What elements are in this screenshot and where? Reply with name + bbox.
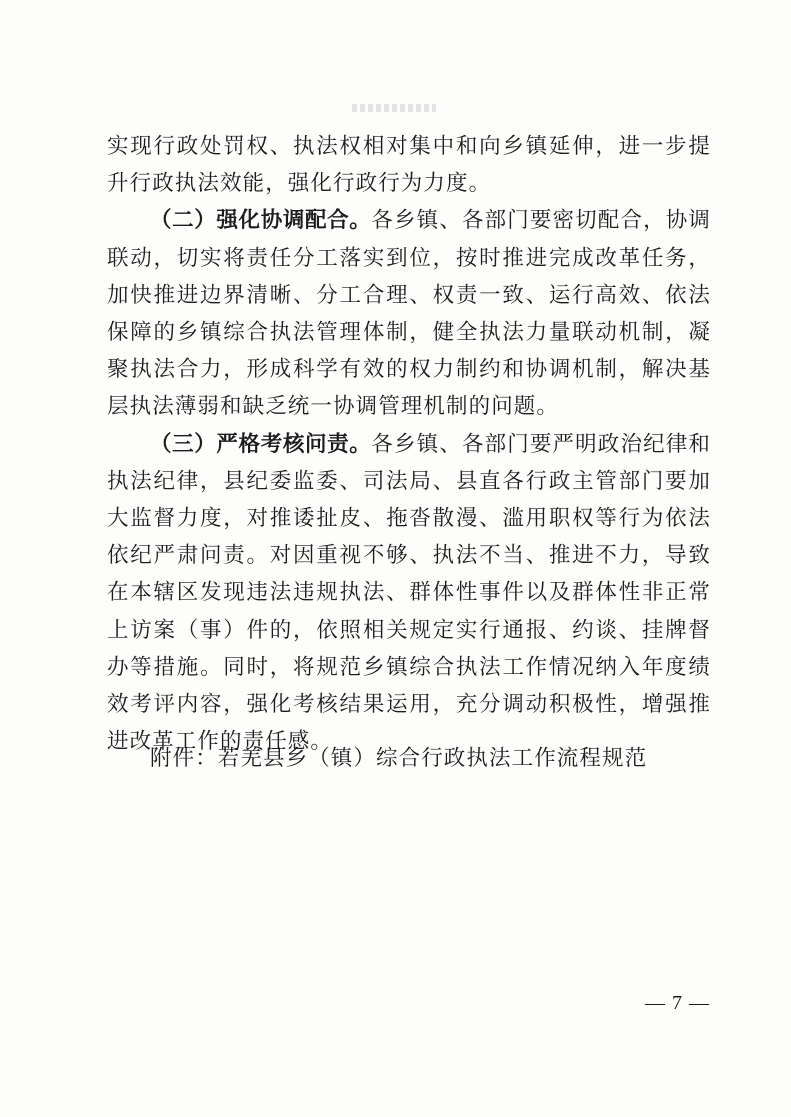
header-seal-mark xyxy=(352,104,436,112)
attachment-line: 附件：若羌县乡（镇）综合行政执法工作流程规范 xyxy=(150,746,648,771)
paragraph-accountability xyxy=(107,426,711,761)
paragraph-body: 各乡镇、各部门要严明政治纪律和执法纪律，县纪委监委、司法局、县直各行政主管部门要加大监督力度，对推诿扯皮、拖沓散漫、滥用职权等行为依法依纪严肃问责。对因重视不够、执法不当、推进不力，导致在本辖区发现违法违规执法、群体性事件以及群体性非正常上访案（事）件的，依照相关规定实行通报、约谈、挂牌督办等措施。同时，将规范乡镇综合执法工作情况纳入年度绩效考评内容，强化考核结果运用，充分调动积极性，增强推进改革工作的责任感。 xyxy=(107,431,711,755)
paragraph-continued xyxy=(107,128,711,202)
section-heading-accountability: （三）严格考核问责。 xyxy=(150,431,372,457)
paragraph-coordination xyxy=(107,202,711,425)
paragraph-body: 实现行政处罚权、执法权相对集中和向乡镇延伸，进一步提升行政执法效能，强化行政行为力度。 xyxy=(107,134,711,197)
paragraph-body: 各乡镇、各部门要密切配合，协调联动，切实将责任分工落实到位，按时推进完成改革任务，加快推进边界清晰、分工合理、权责一致、运行高效、依法保障的乡镇综合执法管理体制，健全执法力量联动机制，凝聚执法合力，形成科学有效的权力制约和协调机制，解决基层执法薄弱和缺乏统一协调管理机制的问题。 xyxy=(107,208,711,420)
body-text xyxy=(107,128,711,760)
page-number: — 7 — xyxy=(645,992,710,1014)
section-heading-coordination: （二）强化协调配合。 xyxy=(150,208,372,234)
